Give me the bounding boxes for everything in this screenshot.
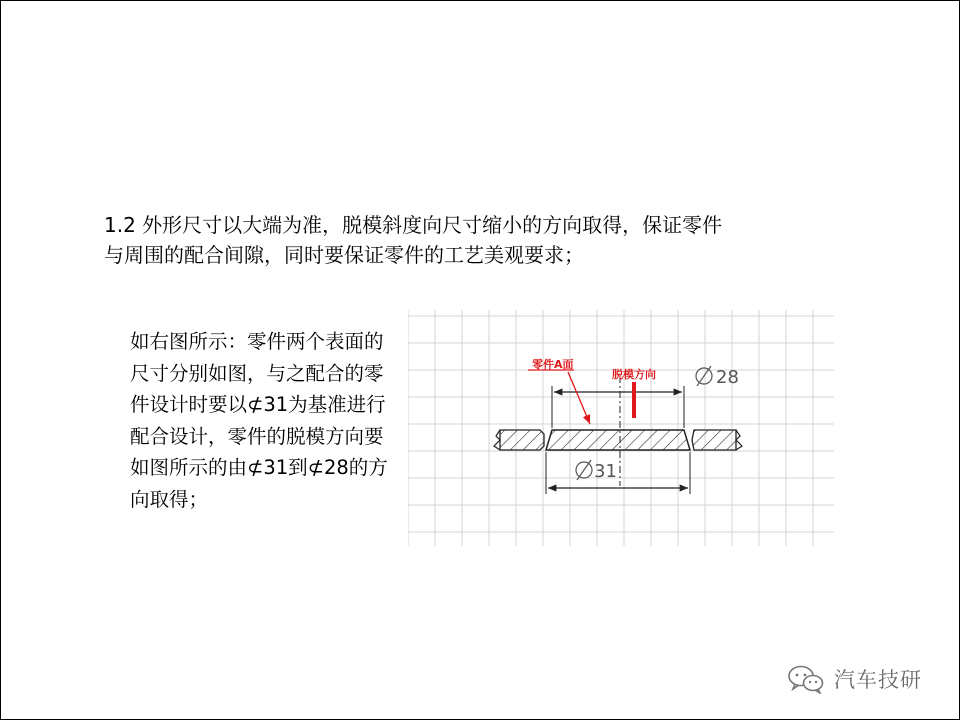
dimension-top-value: 28 (716, 367, 739, 388)
description-line: 件设计时要以⊄31为基准进行 (130, 393, 386, 416)
heading-line-2: 与周围的配合间隙，同时要保证零件的工艺美观要求； (104, 243, 584, 267)
label-face-a: 零件A面 (532, 358, 574, 371)
dimension-bottom-value: 31 (594, 461, 617, 482)
dimension-bottom (546, 452, 690, 494)
left-mating-part (494, 430, 544, 450)
wechat-icon (786, 664, 826, 694)
description-line: 向取得； (130, 487, 209, 511)
description-line: 如右图所示：零件两个表面的 (130, 330, 384, 353)
heading-line-1: 1.2 外形尺寸以大端为准，脱模斜度向尺寸缩小的方向取得，保证零件 (104, 213, 723, 237)
part-section (546, 430, 690, 450)
grid (408, 310, 834, 546)
description-line: 如图所示的由⊄31到⊄28的方 (130, 456, 388, 479)
annotation-face-a (528, 357, 590, 424)
watermark (786, 662, 922, 696)
watermark-text: 汽车技研 (834, 668, 922, 692)
technical-drawing (408, 310, 834, 546)
drawing-canvas (408, 310, 834, 546)
label-demold-direction: 脱模方向 (612, 368, 656, 381)
description-line: 配合设计，零件的脱模方向要 (130, 424, 384, 448)
heading (104, 210, 864, 270)
right-mating-part (692, 430, 742, 450)
description-line: 尺寸分别如图，与之配合的零 (130, 361, 384, 385)
description (130, 326, 450, 515)
